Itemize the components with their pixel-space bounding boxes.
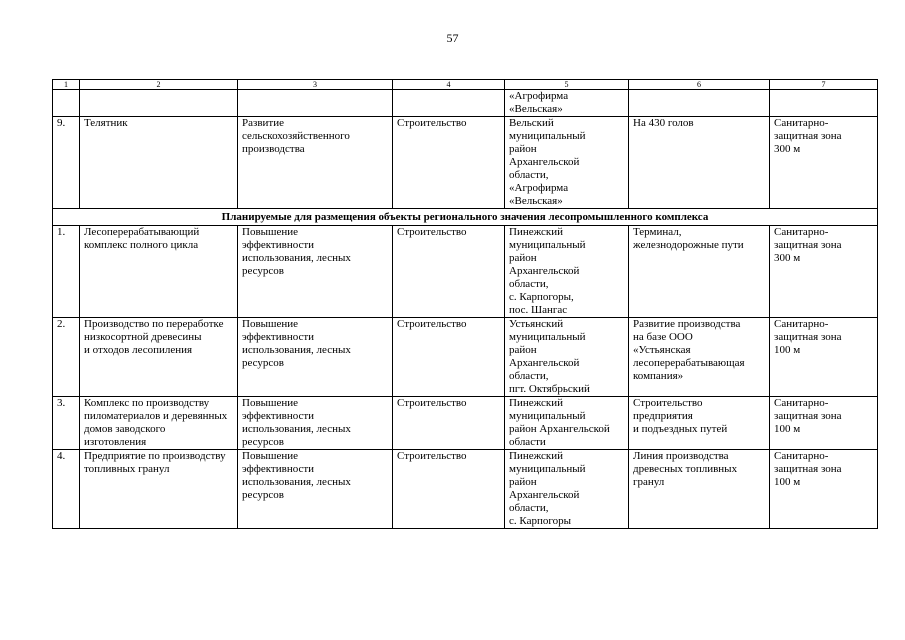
row-number-cell: 9.	[53, 117, 80, 209]
cell-text-line: Строительство	[633, 397, 703, 409]
cell-text-line: с. Карпогоры,	[509, 291, 574, 303]
cell-text-line: «Вельская»	[509, 195, 563, 207]
cell-text-line: Архангельской	[509, 156, 580, 168]
zone-cell	[770, 397, 878, 450]
column-numbers-row	[53, 80, 878, 90]
zone-cell	[770, 117, 878, 209]
object-name-cell	[80, 450, 238, 529]
cell-text-line: Повышение	[242, 450, 299, 462]
cell-text-line: защитная зона	[774, 331, 842, 343]
purpose-cell	[238, 397, 393, 450]
cell-text-line: предприятия	[633, 410, 693, 422]
cell-text-line: «Вельская»	[509, 103, 563, 115]
cell-text-line: производства	[242, 143, 305, 155]
characteristics-cell	[629, 226, 770, 318]
cell-text-line: Санитарно-	[774, 226, 829, 238]
zone-cell	[770, 90, 878, 117]
cell-text-line: На 430 голов	[633, 117, 694, 129]
object-name-cell	[80, 318, 238, 397]
column-number: 4	[393, 80, 505, 90]
row-number-cell: 1.	[53, 226, 80, 318]
cell-text-line: «Агрофирма	[509, 90, 569, 102]
row-number-cell: 2.	[53, 318, 80, 397]
cell-text-line: Строительство	[397, 226, 467, 238]
column-number: 2	[80, 80, 238, 90]
cell-text-line: на базе ООО	[633, 331, 693, 343]
cell-text-line: топливных гранул	[84, 463, 170, 475]
work-type-cell	[393, 318, 505, 397]
section-header-row	[53, 209, 878, 226]
zone-cell	[770, 450, 878, 529]
cell-text-line: ресурсов	[242, 265, 284, 277]
cell-text-line: использования, лесных	[242, 252, 351, 264]
table-row	[53, 90, 878, 117]
cell-text-line: комплекс полного цикла	[84, 239, 199, 251]
cell-text-line: район	[509, 344, 537, 356]
cell-text-line: гранул	[633, 476, 665, 488]
cell-text-line: области,	[509, 370, 549, 382]
cell-text-line: район	[509, 143, 537, 155]
cell-text-line: компания»	[633, 370, 684, 382]
purpose-cell	[238, 117, 393, 209]
cell-text-line: Санитарно-	[774, 450, 829, 462]
location-cell	[505, 450, 629, 529]
cell-text-line: Архангельской	[509, 489, 580, 501]
column-number: 7	[770, 80, 878, 90]
cell-text-line: использования, лесных	[242, 476, 351, 488]
cell-text-line: ресурсов	[242, 357, 284, 369]
cell-text-line: защитная зона	[774, 410, 842, 422]
cell-text-line: эффективности	[242, 410, 315, 422]
work-type-cell	[393, 90, 505, 117]
cell-text-line: Устьянский	[509, 318, 564, 330]
cell-text-line: ресурсов	[242, 489, 284, 501]
cell-text-line: и подъездных путей	[633, 423, 728, 435]
cell-text-line: Вельский	[509, 117, 554, 129]
object-name-cell	[80, 90, 238, 117]
cell-text-line: Повышение	[242, 397, 299, 409]
work-type-cell	[393, 226, 505, 318]
column-number: 5	[505, 80, 629, 90]
table-row	[53, 318, 878, 397]
cell-text-line: области	[509, 436, 546, 448]
purpose-cell	[238, 226, 393, 318]
cell-text-line: Пинежский	[509, 226, 564, 238]
cell-text-line: домов заводского	[84, 423, 166, 435]
cell-text-line: 300 м	[774, 143, 801, 155]
cell-text-line: Телятник	[84, 117, 128, 129]
page-number: 57	[446, 31, 459, 45]
table-row	[53, 226, 878, 318]
cell-text-line: Строительство	[397, 318, 467, 330]
cell-text-line: 300 м	[774, 252, 801, 264]
object-name-cell	[80, 117, 238, 209]
characteristics-cell	[629, 318, 770, 397]
cell-text-line: защитная зона	[774, 463, 842, 475]
row-number-cell: 3.	[53, 397, 80, 450]
cell-text-line: район	[509, 252, 537, 264]
cell-text-line: области,	[509, 502, 549, 514]
work-type-cell	[393, 450, 505, 529]
purpose-cell	[238, 450, 393, 529]
location-cell	[505, 90, 629, 117]
cell-text-line: низкосортной древесины	[84, 331, 202, 343]
cell-text-line: муниципальный	[509, 130, 586, 142]
location-cell	[505, 397, 629, 450]
purpose-cell	[238, 90, 393, 117]
purpose-cell	[238, 318, 393, 397]
cell-text-line: эффективности	[242, 239, 315, 251]
object-name-cell	[80, 397, 238, 450]
cell-text-line: Повышение	[242, 226, 299, 238]
cell-text-line: Повышение	[242, 318, 299, 330]
objects-table	[52, 79, 878, 529]
cell-text-line: ресурсов	[242, 436, 284, 448]
cell-text-line: Строительство	[397, 117, 467, 129]
cell-text-line: Санитарно-	[774, 117, 829, 129]
cell-text-line: эффективности	[242, 463, 315, 475]
location-cell	[505, 318, 629, 397]
characteristics-cell	[629, 117, 770, 209]
cell-text-line: использования, лесных	[242, 423, 351, 435]
cell-text-line: использования, лесных	[242, 344, 351, 356]
cell-text-line: изготовления	[84, 436, 147, 448]
cell-text-line: муниципальный	[509, 331, 586, 343]
cell-text-line: пгт. Октябрьский	[509, 383, 590, 395]
cell-text-line: Санитарно-	[774, 397, 829, 409]
cell-text-line: Строительство	[397, 450, 467, 462]
cell-text-line: и отходов лесопиления	[84, 344, 193, 356]
cell-text-line: Предприятие по производству	[84, 450, 226, 462]
work-type-cell	[393, 397, 505, 450]
row-number-cell	[53, 90, 80, 117]
characteristics-cell	[629, 397, 770, 450]
cell-text-line: Санитарно-	[774, 318, 829, 330]
cell-text-line: «Устьянская	[633, 344, 691, 356]
cell-text-line: муниципальный	[509, 410, 586, 422]
cell-text-line: пиломатериалов и деревянных	[84, 410, 228, 422]
work-type-cell	[393, 117, 505, 209]
cell-text-line: Строительство	[397, 397, 467, 409]
section-title: Планируемые для размещения объекты регионального значения лесопромышленного комплекса	[53, 209, 878, 226]
object-name-cell	[80, 226, 238, 318]
cell-text-line: 100 м	[774, 344, 801, 356]
characteristics-cell	[629, 90, 770, 117]
cell-text-line: муниципальный	[509, 239, 586, 251]
table-row	[53, 117, 878, 209]
cell-text-line: Архангельской	[509, 357, 580, 369]
cell-text-line: Пинежский	[509, 450, 564, 462]
cell-text-line: Развитие производства	[633, 318, 741, 330]
cell-text-line: сельскохозяйственного	[242, 130, 350, 142]
cell-text-line: древесных топливных	[633, 463, 738, 475]
cell-text-line: области,	[509, 278, 549, 290]
cell-text-line: пос. Шангас	[509, 304, 568, 316]
column-number: 6	[629, 80, 770, 90]
cell-text-line: с. Карпогоры	[509, 515, 571, 527]
location-cell	[505, 226, 629, 318]
cell-text-line: район Архангельской	[509, 423, 610, 435]
cell-text-line: Развитие	[242, 117, 285, 129]
cell-text-line: 100 м	[774, 423, 801, 435]
cell-text-line: район	[509, 476, 537, 488]
cell-text-line: Терминал,	[633, 226, 682, 238]
cell-text-line: Пинежский	[509, 397, 564, 409]
cell-text-line: лесоперерабатывающая	[633, 357, 745, 369]
table-row	[53, 450, 878, 529]
cell-text-line: Лесоперерабатывающий	[84, 226, 200, 238]
column-number: 1	[53, 80, 80, 90]
zone-cell	[770, 318, 878, 397]
cell-text-line: области,	[509, 169, 549, 181]
cell-text-line: Архангельской	[509, 265, 580, 277]
cell-text-line: Комплекс по производству	[84, 397, 210, 409]
location-cell	[505, 117, 629, 209]
cell-text-line: железнодорожные пути	[633, 239, 744, 251]
column-number: 3	[238, 80, 393, 90]
table-row	[53, 397, 878, 450]
cell-text-line: Линия производства	[633, 450, 729, 462]
characteristics-cell	[629, 450, 770, 529]
zone-cell	[770, 226, 878, 318]
cell-text-line: муниципальный	[509, 463, 586, 475]
row-number-cell: 4.	[53, 450, 80, 529]
cell-text-line: защитная зона	[774, 130, 842, 142]
cell-text-line: защитная зона	[774, 239, 842, 251]
cell-text-line: 100 м	[774, 476, 801, 488]
cell-text-line: Производство по переработке	[84, 318, 224, 330]
cell-text-line: «Агрофирма	[509, 182, 569, 194]
cell-text-line: эффективности	[242, 331, 315, 343]
